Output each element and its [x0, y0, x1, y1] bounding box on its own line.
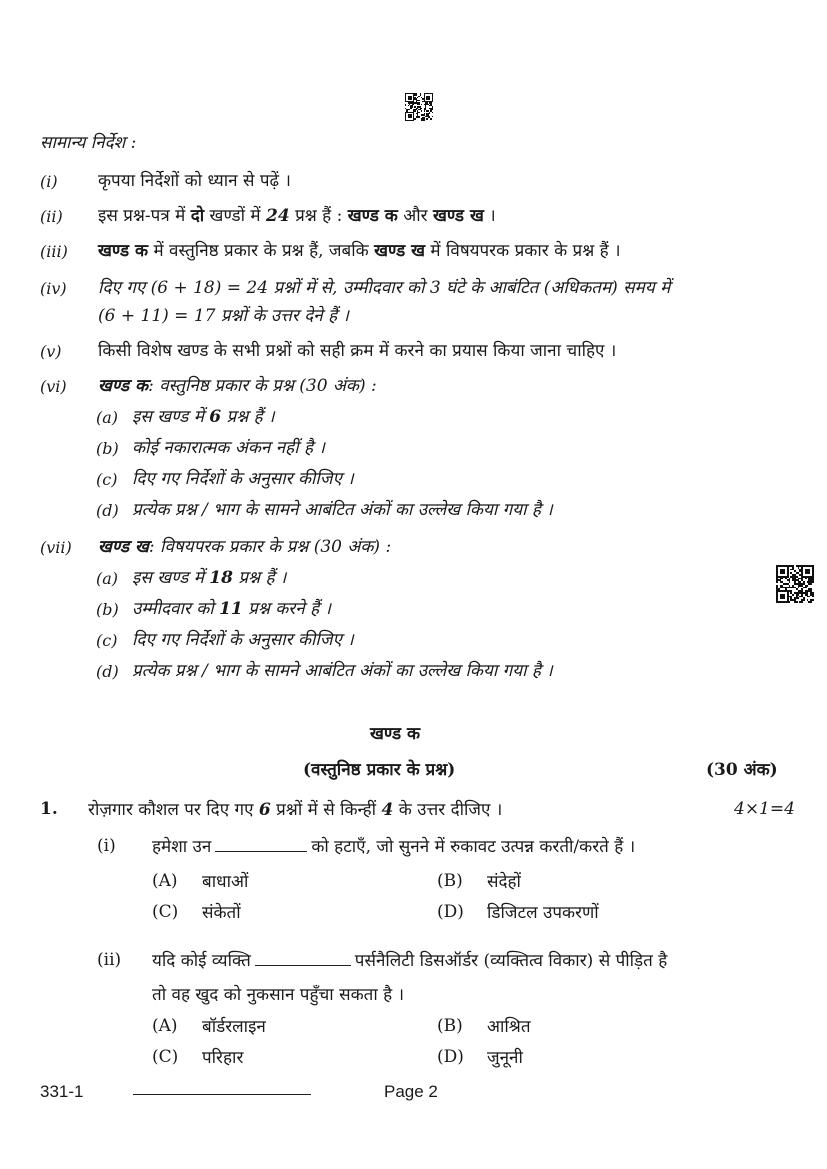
instruction-text: (6 + 11) = 17 प्रश्नों के उत्तर देने हैं । [98, 306, 349, 326]
question-number: 1. [40, 799, 58, 819]
option-letter: (D) [437, 902, 464, 922]
item-number: (iv) [40, 279, 67, 298]
sub-item-letter: (c) [96, 470, 118, 489]
sub-item-letter: (b) [96, 600, 119, 619]
option-letter: (D) [437, 1047, 464, 1067]
sub-item-text: दिए गए निर्देशों के अनुसार कीजिए । [132, 630, 354, 650]
item-number: (vi) [40, 377, 67, 396]
option-letter: (A) [152, 871, 178, 891]
option-text: आश्रित [487, 1017, 531, 1037]
option-letter: (C) [152, 902, 179, 922]
sub-item-letter: (a) [96, 569, 119, 588]
part-number: (ii) [97, 950, 122, 970]
answer-blank [255, 964, 351, 966]
part-text-line2: तो वह खुद को नुकसान पहुँचा सकता है । [152, 985, 405, 1005]
sub-item-letter: (d) [96, 662, 119, 681]
section-marks: (30 अंक) [706, 760, 778, 780]
sub-item-text: प्रत्येक प्रश्न / भाग के सामने आबंटित अंकों का उल्लेख किया गया है । [132, 500, 553, 520]
qr-code-side [776, 565, 814, 603]
question-marks: 4×1=4 [734, 799, 795, 819]
sub-item-text: कोई नकारात्मक अंकन नहीं है । [132, 438, 325, 458]
item-number: (v) [40, 342, 62, 361]
item-number: (i) [40, 172, 58, 191]
instruction-text: खण्ड क में वस्तुनिष्ठ प्रकार के प्रश्न हैं, जबकि खण्ड ख में विषयपरक प्रकार के प्रश्न हैं । [98, 241, 621, 261]
sub-item-text: उम्मीदवार को 11 प्रश्न करने हैं । [132, 599, 331, 619]
option-text: जुनूनी [487, 1048, 523, 1068]
sub-item-text: दिए गए निर्देशों के अनुसार कीजिए । [132, 469, 354, 489]
instruction-text: दिए गए (6 + 18) = 24 प्रश्नों में से, उम्मीदवार को 3 घंटे के आबंटित (अधिकतम) समय में [98, 278, 671, 298]
option-text: संदेहों [487, 872, 521, 892]
sub-item-text: प्रत्येक प्रश्न / भाग के सामने आबंटित अंकों का उल्लेख किया गया है । [132, 661, 553, 681]
part-text: हमेशा उन को हटाएँ, जो सुनने में रुकावट उत्पन्न करती/करते हैं । [152, 837, 636, 857]
option-text: बाधाओं [202, 872, 249, 892]
sub-item-text: इस खण्ड में 18 प्रश्न हैं । [132, 568, 287, 588]
instruction-text: इस प्रश्न-पत्र में दो खण्डों में 24 प्रश्न हैं : खण्ड क और खण्ड ख । [98, 206, 496, 226]
instructions-heading: सामान्य निर्देश : [40, 133, 137, 153]
part-number: (i) [97, 836, 116, 856]
instruction-text: कृपया निर्देशों को ध्यान से पढ़ें । [98, 171, 291, 191]
option-letter: (B) [437, 871, 463, 891]
instruction-text: किसी विशेष खण्ड के सभी प्रश्नों को सही क्रम में करने का प्रयास किया जाना चाहिए । [98, 341, 617, 361]
option-text: डिजिटल उपकरणों [487, 903, 599, 923]
sub-item-letter: (a) [96, 408, 119, 427]
page-number: Page 2 [384, 1082, 438, 1101]
paper-code: 331-1 [40, 1082, 84, 1101]
question-text: रोज़गार कौशल पर दिए गए 6 प्रश्नों में से किन्हीं 4 के उत्तर दीजिए । [88, 800, 503, 820]
section-title: खण्ड क [370, 724, 421, 744]
option-text: संकेतों [202, 903, 241, 923]
option-letter: (B) [437, 1016, 463, 1036]
instruction-text: खण्ड क: वस्तुनिष्ठ प्रकार के प्रश्न (30 अंक) : [98, 376, 377, 396]
footer-divider [133, 1094, 311, 1095]
option-letter: (A) [152, 1016, 178, 1036]
sub-item-letter: (c) [96, 631, 118, 650]
option-letter: (C) [152, 1047, 179, 1067]
answer-blank [215, 850, 307, 852]
option-text: बॉर्डरलाइन [202, 1017, 266, 1037]
item-number: (iii) [40, 242, 68, 261]
section-subtitle: (वस्तुनिष्ठ प्रकार के प्रश्न) [303, 760, 456, 780]
part-text: यदि कोई व्यक्ति पर्सनैलिटी डिसऑर्डर (व्यक्तित्व विकार) से पीड़ित है [152, 951, 668, 971]
item-number: (ii) [40, 207, 63, 226]
sub-item-letter: (b) [96, 439, 119, 458]
sub-item-letter: (d) [96, 501, 119, 520]
sub-item-text: इस खण्ड में 6 प्रश्न हैं । [132, 407, 275, 427]
qr-code-top [405, 93, 433, 121]
instruction-text: खण्ड ख: विषयपरक प्रकार के प्रश्न (30 अंक) : [98, 537, 392, 557]
item-number: (vii) [40, 538, 72, 557]
option-text: परिहार [202, 1048, 244, 1068]
